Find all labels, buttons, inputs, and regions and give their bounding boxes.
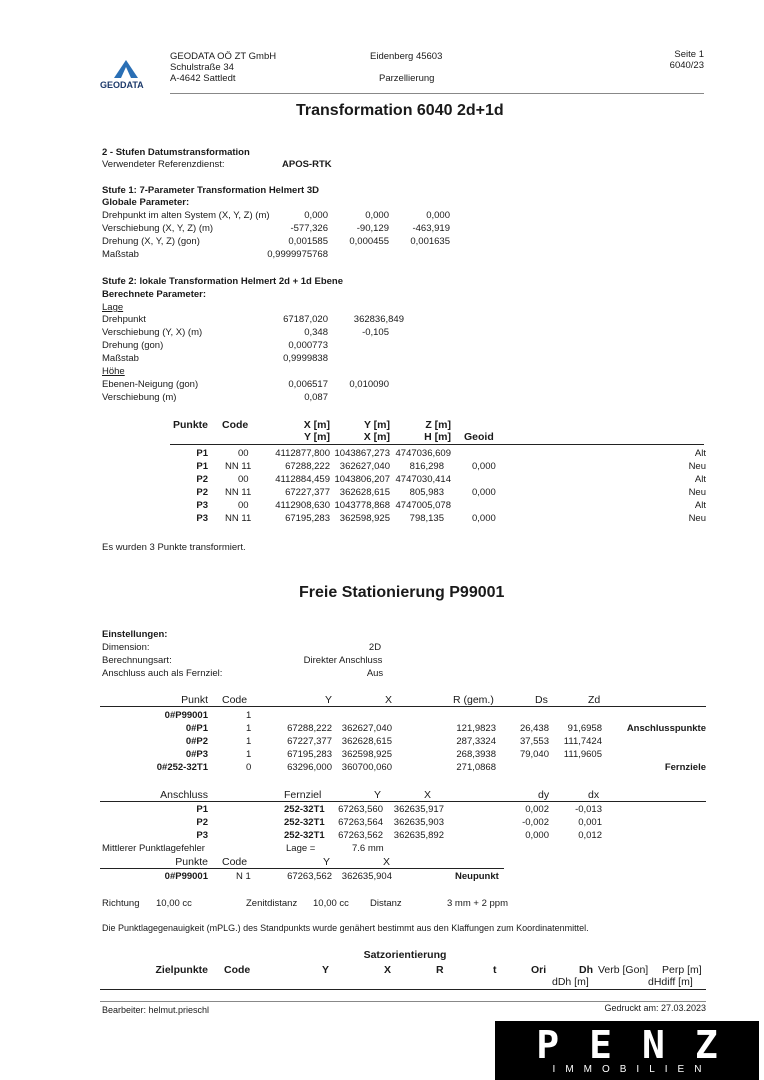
footer-divider bbox=[100, 1001, 706, 1002]
point-name: P1 bbox=[196, 461, 208, 472]
point-code: 00 bbox=[238, 448, 249, 459]
logo-text: GEODATA bbox=[100, 80, 144, 90]
anschluss-point: P2 bbox=[196, 817, 208, 828]
point-c: 798,135 bbox=[409, 513, 444, 524]
station-r: 121,9823 bbox=[456, 723, 496, 734]
calc-params-label: Berechnete Parameter: bbox=[102, 289, 207, 300]
orientation-table-divider bbox=[100, 989, 706, 990]
stage2-v1: 67187,020 bbox=[283, 314, 328, 325]
points-table-divider bbox=[170, 444, 704, 445]
anschluss-y: 67263,560 bbox=[338, 804, 383, 815]
col-header-dh: Dh bbox=[579, 964, 593, 976]
point-tag: Alt bbox=[694, 474, 706, 485]
company-city: A-4642 Sattledt bbox=[170, 73, 236, 84]
point-name: P3 bbox=[196, 513, 208, 524]
point-name: P2 bbox=[196, 487, 208, 498]
orientation-title: Satzorientierung bbox=[363, 949, 447, 961]
setting-value: Aus bbox=[366, 668, 384, 679]
station-y: 67288,222 bbox=[287, 723, 332, 734]
station-note: Anschlusspunkte bbox=[626, 723, 706, 734]
stage2-v1: 0,348 bbox=[304, 327, 328, 338]
point-a: 4112908,630 bbox=[275, 500, 330, 511]
station-r: 271,0868 bbox=[456, 762, 496, 773]
distanz-label: Distanz bbox=[370, 898, 402, 909]
point-b: 1043778,868 bbox=[334, 500, 390, 511]
penz-watermark bbox=[495, 1021, 759, 1080]
stage1-v2: 0,000455 bbox=[349, 236, 389, 247]
stage2-v1: 0,087 bbox=[304, 392, 328, 403]
header-divider bbox=[170, 93, 704, 94]
station-point: 0#P99001 bbox=[164, 710, 208, 721]
col-header-x: X bbox=[383, 856, 391, 868]
anschluss-fernziel: 252-32T1 bbox=[284, 817, 325, 828]
col-header-x: X bbox=[424, 789, 432, 801]
anschluss-x: 362635,903 bbox=[393, 817, 444, 828]
col-header-r: R (gem.) bbox=[453, 694, 494, 706]
point-c: 816,298 bbox=[409, 461, 444, 472]
footer-printed: Gedruckt am: 27.03.2023 bbox=[604, 1003, 706, 1013]
point-b: 362628,615 bbox=[339, 487, 390, 498]
col-header-punkte: Punkte bbox=[175, 856, 208, 868]
mean-error-value: 7.6 mm bbox=[352, 843, 384, 854]
ref-label: Verwendeter Referenzdienst: bbox=[102, 159, 225, 170]
stage2-label: Maßstab bbox=[102, 353, 139, 364]
point-tag: Neu bbox=[688, 461, 706, 472]
station-point: 0#P1 bbox=[185, 723, 208, 734]
station-zd: 91,6958 bbox=[567, 723, 602, 734]
result-note: Neupunkt bbox=[455, 871, 499, 882]
stage2-v1: 0,000773 bbox=[288, 340, 328, 351]
point-geoid: 0,000 bbox=[472, 513, 496, 524]
stage2-label: Drehung (gon) bbox=[102, 340, 164, 351]
station-point: 0#P3 bbox=[185, 749, 208, 760]
stage1-label: Verschiebung (X, Y, Z) (m) bbox=[102, 223, 214, 234]
col-header-y-bottom: X [m] bbox=[363, 431, 390, 443]
point-c: 4747036,609 bbox=[395, 448, 451, 459]
station-y: 67195,283 bbox=[287, 749, 332, 760]
anschluss-y: 67263,562 bbox=[338, 830, 383, 841]
station-x: 362628,615 bbox=[341, 736, 392, 747]
station-code: 1 bbox=[246, 749, 252, 760]
point-name: P1 bbox=[196, 448, 208, 459]
richtung-label: Richtung bbox=[102, 898, 140, 909]
col-header-z-top: Z [m] bbox=[425, 419, 451, 431]
anschluss-x: 362635,892 bbox=[393, 830, 444, 841]
anschluss-point: P3 bbox=[196, 830, 208, 841]
station-code: 1 bbox=[246, 736, 252, 747]
point-tag: Neu bbox=[688, 487, 706, 498]
point-a: 4112884,459 bbox=[275, 474, 330, 485]
stage1-v2: -90,129 bbox=[356, 223, 389, 234]
col-header-code: Code bbox=[222, 694, 248, 706]
project-place: Eidenberg 45603 bbox=[370, 51, 443, 62]
stage2-v1: 0,9999838 bbox=[283, 353, 328, 364]
col-header-y: Y bbox=[323, 856, 331, 868]
richtung-value: 10,00 cc bbox=[156, 898, 192, 909]
result-y: 67263,562 bbox=[287, 871, 332, 882]
col-header-ds: Ds bbox=[535, 694, 548, 706]
global-params-label: Globale Parameter: bbox=[102, 197, 190, 208]
stage2-v1: 0,006517 bbox=[288, 379, 328, 390]
hoehe-label: Höhe bbox=[102, 366, 125, 377]
stage1-v1: 0,9999975768 bbox=[267, 249, 328, 260]
distanz-value: 3 mm + 2 ppm bbox=[447, 898, 508, 909]
ref-value: APOS-RTK bbox=[282, 159, 332, 170]
watermark-sub: IMMOBILIEN bbox=[552, 1064, 712, 1075]
point-b: 1043806,207 bbox=[334, 474, 390, 485]
col-header-r: R bbox=[436, 964, 444, 976]
station-point: 0#252-32T1 bbox=[156, 762, 208, 773]
point-c: 4747030,414 bbox=[395, 474, 451, 485]
col-header-y: Y bbox=[324, 694, 332, 706]
col-header-ori: Ori bbox=[531, 964, 547, 976]
station-ds: 79,040 bbox=[519, 749, 549, 760]
geodata-logo bbox=[100, 58, 152, 92]
station-point: 0#P2 bbox=[185, 736, 208, 747]
page-number: Seite 1 bbox=[674, 49, 704, 60]
anschluss-dy: 0,002 bbox=[525, 804, 549, 815]
settings-title: Einstellungen: bbox=[102, 629, 168, 640]
point-b: 1043867,273 bbox=[334, 448, 390, 459]
setting-label: Berechnungsart: bbox=[102, 655, 172, 666]
col-header-dx: dx bbox=[588, 789, 600, 801]
anschluss-dx: 0,012 bbox=[578, 830, 602, 841]
station-x: 360700,060 bbox=[341, 762, 392, 773]
point-code: NN 11 bbox=[225, 513, 252, 524]
station-ds: 37,553 bbox=[519, 736, 549, 747]
stage1-label: Drehpunkt im alten System (X, Y, Z) (m) bbox=[102, 210, 270, 221]
point-name: P3 bbox=[196, 500, 208, 511]
col-header-fernziel: Fernziel bbox=[284, 789, 322, 801]
watermark-main: PENZ bbox=[536, 1023, 748, 1067]
point-c: 805,983 bbox=[409, 487, 444, 498]
footer-editor: Bearbeiter: helmut.prieschl bbox=[102, 1005, 210, 1015]
stage1-v1: -577,326 bbox=[290, 223, 328, 234]
anschluss-y: 67263,564 bbox=[338, 817, 383, 828]
stage2-v2: 362836,849 bbox=[353, 314, 404, 325]
stage1-title: Stufe 1: 7-Parameter Transformation Helmert 3D bbox=[102, 185, 319, 196]
anschluss-x: 362635,917 bbox=[393, 804, 444, 815]
accuracy-note: Die Punktlagegenauigkeit (mPLG.) des Standpunkts wurde genähert bestimmt aus den Klaffungen zum Koordinatenmittel. bbox=[102, 923, 589, 933]
point-b: 362598,925 bbox=[339, 513, 390, 524]
stage1-v1: 0,001585 bbox=[288, 236, 328, 247]
stage2-v2: -0,105 bbox=[362, 327, 389, 338]
col-header-dy: dy bbox=[538, 789, 550, 801]
setting-label: Anschluss auch als Fernziel: bbox=[102, 668, 223, 679]
stage2-title: Stufe 2: lokale Transformation Helmert 2d + 1d Ebene bbox=[102, 276, 343, 287]
station-table-divider bbox=[100, 706, 706, 707]
anschluss-dy: 0,000 bbox=[525, 830, 549, 841]
point-a: 67195,283 bbox=[285, 513, 330, 524]
point-a: 67227,377 bbox=[285, 487, 330, 498]
result-point: 0#P99001 bbox=[164, 871, 208, 882]
geodata-logo-mark-icon bbox=[100, 58, 152, 80]
anschluss-dy: -0,002 bbox=[522, 817, 549, 828]
col-header-ddh: dDh [m] bbox=[552, 976, 589, 988]
station-ds: 26,438 bbox=[519, 723, 549, 734]
col-header-y-top: Y [m] bbox=[363, 419, 390, 431]
station-r: 268,3938 bbox=[456, 749, 496, 760]
col-header-zielpunkte: Zielpunkte bbox=[155, 964, 208, 976]
setting-label: Dimension: bbox=[102, 642, 150, 653]
point-geoid: 0,000 bbox=[472, 461, 496, 472]
point-code: NN 11 bbox=[225, 487, 252, 498]
result-table-divider bbox=[100, 868, 504, 869]
lage-label: Lage bbox=[102, 302, 124, 313]
col-header-verb: Verb [Gon] bbox=[598, 964, 649, 976]
company-name: GEODATA OÖ ZT GmbH bbox=[170, 51, 277, 62]
col-header-zd: Zd bbox=[588, 694, 601, 706]
col-header-x-bottom: Y [m] bbox=[303, 431, 330, 443]
point-c: 4747005,078 bbox=[395, 500, 451, 511]
col-header-punkt: Punkt bbox=[181, 694, 208, 706]
project-subject: Parzellierung bbox=[379, 73, 435, 84]
col-header-t: t bbox=[493, 964, 497, 976]
point-code: NN 11 bbox=[225, 461, 252, 472]
setting-value: Direkter Anschluss bbox=[303, 655, 383, 666]
transformation-title: Transformation 6040 2d+1d bbox=[296, 102, 504, 119]
col-header-y: Y bbox=[374, 789, 382, 801]
point-a: 4112877,800 bbox=[275, 448, 330, 459]
station-x: 362627,040 bbox=[341, 723, 392, 734]
document-number: 6040/23 bbox=[669, 60, 704, 71]
col-header-y: Y bbox=[322, 964, 330, 976]
station-y: 63296,000 bbox=[287, 762, 332, 773]
stage2-label: Verschiebung (Y, X) (m) bbox=[102, 327, 203, 338]
stage2-label: Ebenen-Neigung (gon) bbox=[102, 379, 199, 390]
mean-error-lage: Lage = bbox=[286, 843, 316, 854]
col-header-x-top: X [m] bbox=[303, 419, 330, 431]
col-header-code: Code bbox=[222, 856, 248, 868]
point-b: 362627,040 bbox=[339, 461, 390, 472]
anschluss-point: P1 bbox=[196, 804, 208, 815]
setting-value: 2D bbox=[368, 642, 382, 653]
stage1-label: Maßstab bbox=[102, 249, 139, 260]
zenit-value: 10,00 cc bbox=[313, 898, 349, 909]
point-code: 00 bbox=[238, 500, 249, 511]
transformation-summary: Es wurden 3 Punkte transformiert. bbox=[102, 542, 246, 553]
col-header-x: X bbox=[384, 694, 392, 706]
point-code: 00 bbox=[238, 474, 249, 485]
col-header-dhdiff: dHdiff [m] bbox=[648, 976, 693, 988]
col-header-anschluss: Anschluss bbox=[160, 789, 208, 801]
point-tag: Alt bbox=[694, 500, 706, 511]
col-header-code: Code bbox=[224, 964, 251, 976]
stage1-v1: 0,000 bbox=[304, 210, 328, 221]
station-code: 0 bbox=[246, 762, 252, 773]
stage2-label: Drehpunkt bbox=[102, 314, 146, 325]
stage1-v2: 0,000 bbox=[365, 210, 389, 221]
station-note: Fernziele bbox=[664, 762, 706, 773]
stage1-v3: 0,001635 bbox=[410, 236, 450, 247]
col-header-geoid: Geoid bbox=[464, 431, 494, 443]
section-title: 2 - Stufen Datumstransformation bbox=[102, 147, 250, 158]
point-name: P2 bbox=[196, 474, 208, 485]
point-tag: Alt bbox=[694, 448, 706, 459]
station-r: 287,3324 bbox=[456, 736, 496, 747]
point-tag: Neu bbox=[688, 513, 706, 524]
point-geoid: 0,000 bbox=[472, 487, 496, 498]
station-zd: 111,7424 bbox=[563, 736, 602, 747]
mean-error-label: Mittlerer Punktlagefehler bbox=[102, 843, 205, 854]
station-title: Freie Stationierung P99001 bbox=[299, 584, 505, 601]
col-header-code: Code bbox=[222, 419, 249, 431]
point-a: 67288,222 bbox=[285, 461, 330, 472]
result-code: N 1 bbox=[236, 871, 251, 882]
station-zd: 111,9605 bbox=[563, 749, 602, 760]
station-y: 67227,377 bbox=[287, 736, 332, 747]
station-code: 1 bbox=[246, 710, 252, 721]
anschluss-dx: 0,001 bbox=[578, 817, 602, 828]
stage1-label: Drehung (X, Y, Z) (gon) bbox=[102, 236, 200, 247]
col-header-z-bottom: H [m] bbox=[424, 431, 451, 443]
stage1-v3: 0,000 bbox=[426, 210, 450, 221]
result-x: 362635,904 bbox=[341, 871, 392, 882]
anschluss-dx: -0,013 bbox=[575, 804, 602, 815]
stage1-v3: -463,919 bbox=[412, 223, 450, 234]
station-code: 1 bbox=[246, 723, 252, 734]
stage2-v2: 0,010090 bbox=[349, 379, 389, 390]
col-header-x: X bbox=[384, 964, 392, 976]
col-header-punkte: Punkte bbox=[172, 419, 208, 431]
anschluss-table-divider bbox=[100, 801, 706, 802]
anschluss-fernziel: 252-32T1 bbox=[284, 804, 325, 815]
stage2-label: Verschiebung (m) bbox=[102, 392, 177, 403]
anschluss-fernziel: 252-32T1 bbox=[284, 830, 325, 841]
company-street: Schulstraße 34 bbox=[170, 62, 234, 73]
zenit-label: Zenitdistanz bbox=[246, 898, 298, 909]
station-x: 362598,925 bbox=[341, 749, 392, 760]
col-header-perp: Perp [m] bbox=[662, 964, 702, 976]
